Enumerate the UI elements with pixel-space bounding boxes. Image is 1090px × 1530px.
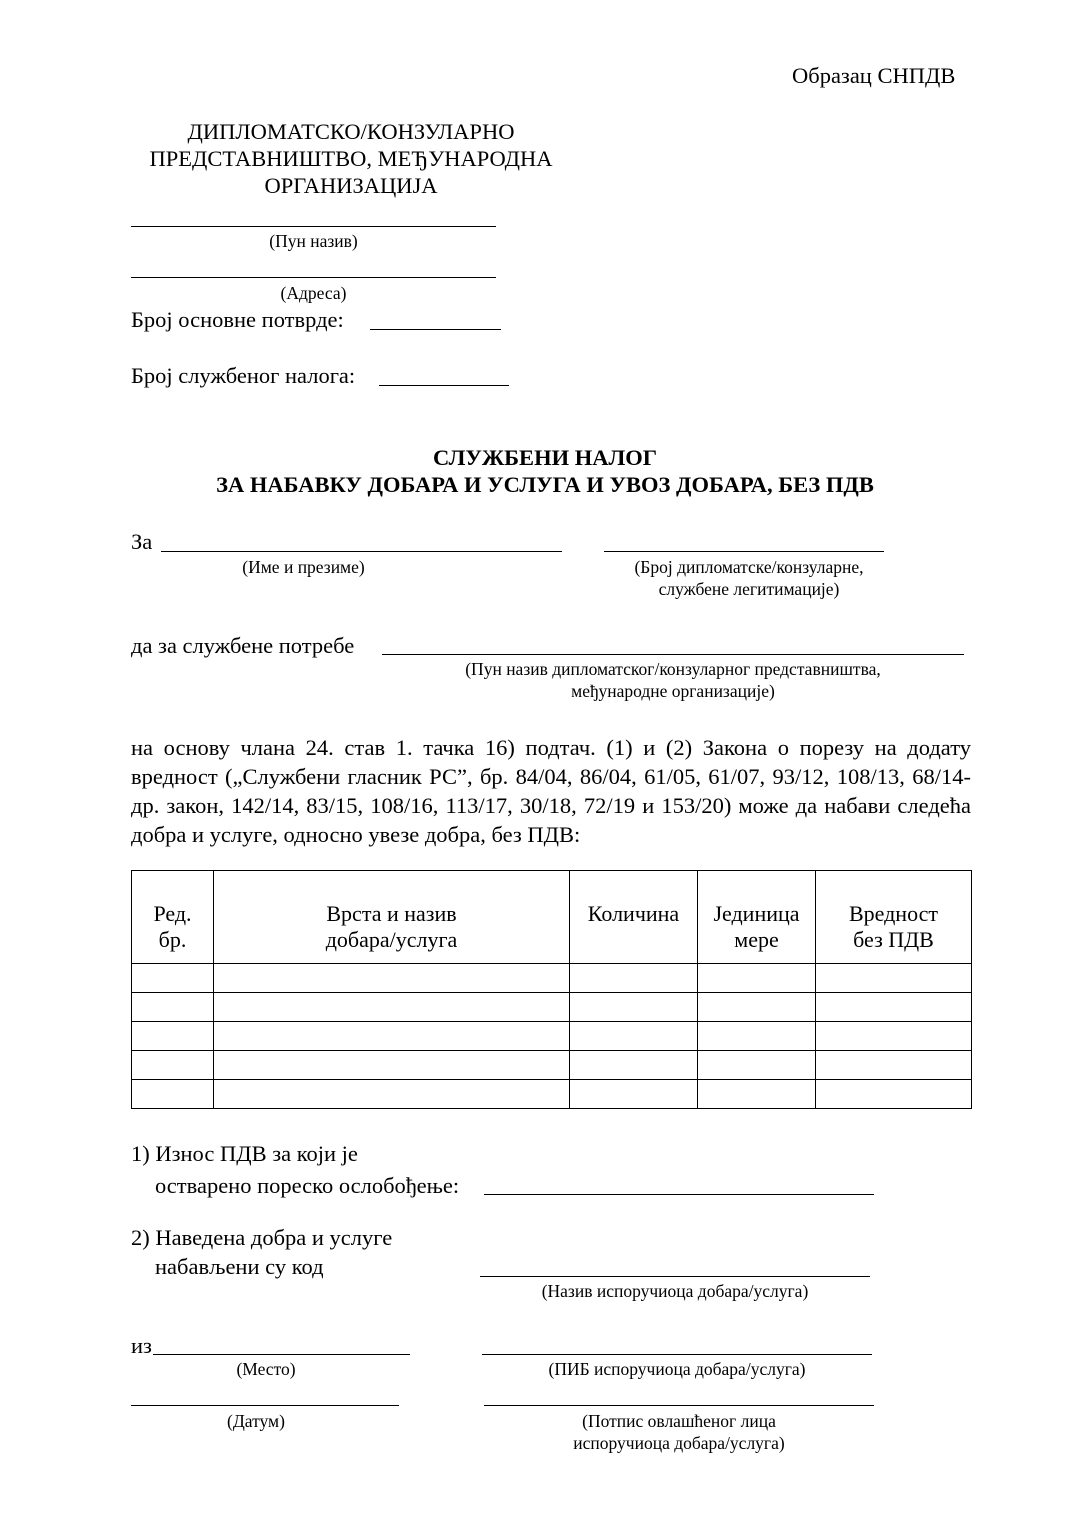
table-cell[interactable] <box>132 1022 214 1051</box>
table-cell[interactable] <box>816 1080 972 1109</box>
table-row <box>132 1022 972 1051</box>
name-field[interactable] <box>161 551 562 552</box>
items-table <box>131 870 972 1109</box>
table-cell[interactable] <box>214 1051 570 1080</box>
table-cell[interactable] <box>570 1080 698 1109</box>
title-line: СЛУЖБЕНИ НАЛОГ <box>432 445 658 470</box>
basic-certificate-field[interactable] <box>370 329 501 330</box>
table-cell[interactable] <box>698 964 816 993</box>
official-needs-label: да за службене потребе <box>131 633 355 658</box>
institution-header-line: ПРЕДСТАВНИШТВО, МЕЂУНАРОДНА <box>149 146 553 171</box>
table-cell[interactable] <box>570 1051 698 1080</box>
table-row <box>132 964 972 993</box>
table-cell[interactable] <box>698 1080 816 1109</box>
date-caption: (Датум) <box>227 1411 285 1431</box>
table-cell[interactable] <box>816 1051 972 1080</box>
item2-line2: набављени су код <box>155 1254 324 1279</box>
form-code: Образац СНПДВ <box>792 63 956 88</box>
col-header-value: Вредност без ПДВ <box>816 871 972 964</box>
item1-line2: остварено пореско ослобођење: <box>155 1173 460 1198</box>
place-caption: (Место) <box>236 1359 296 1379</box>
address-caption: (Адреса) <box>280 283 347 303</box>
table-cell[interactable] <box>570 1022 698 1051</box>
signature-caption <box>484 1410 874 1454</box>
table-cell[interactable] <box>698 1051 816 1080</box>
table-cell[interactable] <box>214 1080 570 1109</box>
table-cell[interactable] <box>214 964 570 993</box>
legal-basis-text: на основу члана 24. став 1. тачка 16) подтач. (1) и (2) Закона о порезу на додату вредност („Службени гласник РС”, бр. 84/04, 86/04, 61/05, 61/07, 93/12, 108/13, 68/14-др. закон, 142/14, 83/15, 108/16, 113/17, 30/18, 72/19 и 153/20) може да набави следећа добра и услуге, односно увезе добра, без ПДВ: <box>131 735 971 847</box>
institution-header <box>131 118 571 199</box>
full-name-line[interactable] <box>131 226 496 227</box>
id-caption <box>604 556 894 600</box>
table-cell[interactable] <box>214 1022 570 1051</box>
supplier-pib-caption: (ПИБ испоручиоца добара/услуга) <box>548 1359 806 1379</box>
table-header-row <box>132 871 972 964</box>
place-field[interactable] <box>153 1354 410 1355</box>
col-header-description: Врста и назив добара/услуга <box>214 871 570 964</box>
official-order-field[interactable] <box>379 385 509 386</box>
table-cell[interactable] <box>132 993 214 1022</box>
table-cell[interactable] <box>816 964 972 993</box>
address-line[interactable] <box>131 277 496 278</box>
official-order-label: Број службеног налога: <box>131 363 356 388</box>
table-cell[interactable] <box>214 993 570 1022</box>
col-header-quantity: Количина <box>570 871 698 964</box>
basic-certificate-label: Број основне потврде: <box>131 307 344 332</box>
for-label: За <box>131 529 153 554</box>
institution-header-line: ДИПЛОМАТСКО/КОНЗУЛАРНО <box>187 119 515 144</box>
table-row <box>132 1051 972 1080</box>
table-cell[interactable] <box>816 993 972 1022</box>
id-caption-line: службене легитимације) <box>658 579 840 599</box>
title-line: ЗА НАБАВКУ ДОБАРА И УСЛУГА И УВОЗ ДОБАРА, БЕЗ ПДВ <box>216 472 874 497</box>
table-cell[interactable] <box>132 1080 214 1109</box>
table-cell[interactable] <box>816 1022 972 1051</box>
mission-caption-line: међународне организације) <box>571 681 775 701</box>
signature-caption-line: испоручиоца добара/услуга) <box>573 1433 785 1453</box>
mission-caption-line: (Пун назив дипломатског/конзуларног представништва, <box>465 659 881 679</box>
date-field[interactable] <box>131 1405 399 1406</box>
mission-caption <box>382 658 964 702</box>
col-header-unit: Јединица мере <box>698 871 816 964</box>
item2-line1: 2) Наведена добра и услуге <box>131 1225 393 1250</box>
table-cell[interactable] <box>698 993 816 1022</box>
supplier-name-caption: (Назив испоручиоца добара/услуга) <box>541 1281 809 1301</box>
signature-caption-line: (Потпис овлашћеног лица <box>582 1411 776 1431</box>
institution-header-line: ОРГАНИЗАЦИЈА <box>264 173 438 198</box>
signature-field[interactable] <box>484 1405 874 1406</box>
supplier-name-field[interactable] <box>480 1276 870 1277</box>
table-row <box>132 993 972 1022</box>
id-caption-line: (Број дипломатске/конзуларне, <box>634 557 864 577</box>
table-cell[interactable] <box>570 993 698 1022</box>
name-caption: (Име и презиме) <box>242 557 365 577</box>
item1-line1: 1) Износ ПДВ за који је <box>131 1141 358 1166</box>
table-cell[interactable] <box>570 964 698 993</box>
from-label: из <box>131 1333 152 1358</box>
page-title <box>0 444 1090 498</box>
table-cell[interactable] <box>132 1051 214 1080</box>
table-cell[interactable] <box>132 964 214 993</box>
table-cell[interactable] <box>698 1022 816 1051</box>
table-row <box>132 1080 972 1109</box>
vat-amount-field[interactable] <box>484 1194 874 1195</box>
mission-name-field[interactable] <box>382 654 964 655</box>
id-number-field[interactable] <box>604 551 884 552</box>
full-name-caption: (Пун назив) <box>269 231 358 251</box>
col-header-number: Ред. бр. <box>132 871 214 964</box>
supplier-pib-field[interactable] <box>482 1354 872 1355</box>
